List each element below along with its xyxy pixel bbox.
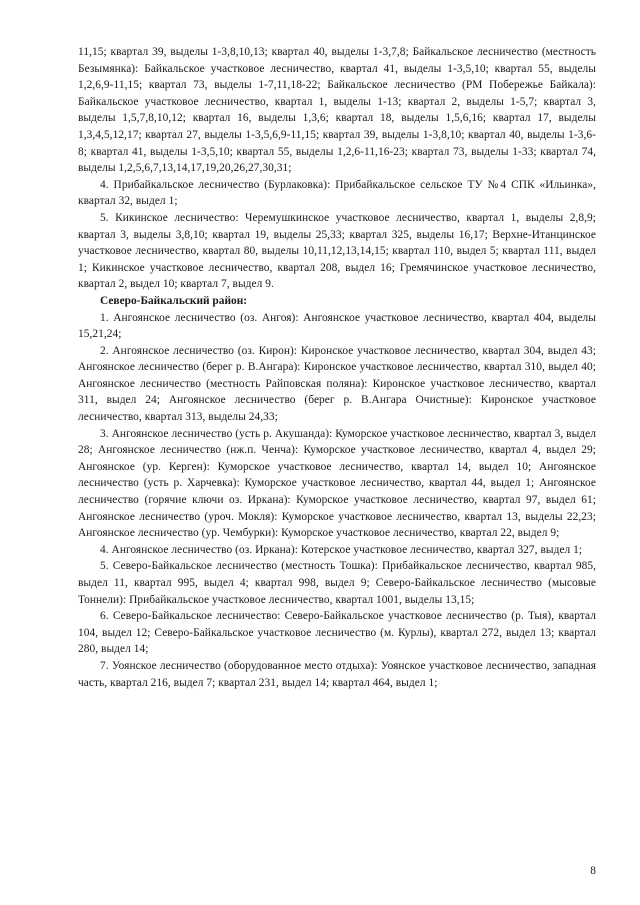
paragraph-item-5b: 5. Северо-Байкальское лесничество (местность Тошка): Прибайкальское лесничество, квартал 985, выдел 11, квартал 995, выдел 4; квартал 998, выдел 9; Северо-Байкальское лесничество (мысовые Тоннели): Прибайкальское участковое лесничество, квартал 1001, выделы 13,15; <box>78 560 596 606</box>
paragraph-item-2: 2. Ангоянское лесничество (оз. Кирон): Киронское участковое лесничество, квартал 304, выдел 43; Ангоянское лесничество (берег р. В.Ангара): Киронское участковое лесничество, квартал 310, выдел 40; Ангоянское лесничество (местность Райповская поляна): Киронское участковое лесничество, квартал 311, выдел 24; Ангоянское лесничество (берег р. В.Ангара Очистные): Киронское участковое лесничество, квартал 313, выделы 24,33; <box>78 344 596 424</box>
paragraph-item-3: 3. Ангоянское лесничество (усть р. Акушанда): Куморское участковое лесничество, квартал 3, выдел 28; Ангоянское лесничество (нж.п. Ченча): Куморское участковое лесничество, квартал 4, выдел 29; Ангоянское (ур. Керген): Куморское участковое лесничество, квартал 14, выдел 10; Ангоянское лесничество (усть р. Харчевка): Куморское участковое лесничество, квартал 44, выдел 1; Ангоянское лесничество (горячие ключи оз. Иркана): Куморское участковое лесничество, квартал 97, выдел 61; Ангоянское лесничество (уроч. Мокля): Куморское участковое лесничество, квартал 13, выделы 22,23; Ангоянское лесничество (ур. Чембурки): Куморское участковое лесничество, квартал 22, выдел 9; <box>78 427 596 540</box>
paragraph-continuation: 11,15; квартал 39, выделы 1-3,8,10,13; квартал 40, выделы 1-3,7,8; Байкальское лесничество (местность Безымянка): Байкальское участковое лесничество, квартал 41, выделы 1-3,5,10; квартал 55, выделы 1,2,6,9-11,15; квартал 73, выделы 1-7,11,18-22; Байкальское лесничество (РМ Побережье Байкала): Байкальское участковое лесничество, квартал 1, выделы 1-13; квартал 2, выделы 1-5,7; квартал 3, выделы 1,5,7,8,10,12; квартал 16, выделы 1,3,6; квартал 18, выделы 1,5,6,16; квартал 17, выделы 1,3,4,5,12,17; квартал 27, выделы 1-3,5,6,9-11,15; квартал 39, выделы 1-3,8,10; квартал 40, выделы 1-3,6-8; квартал 41, выделы 1-3,5,10; квартал 55, выделы 1,2,6-11,16-23; квартал 73, выделы 1-33; квартал 74, выделы 1,2,5,6,7,13,14,17,19,20,26,27,30,31; <box>78 46 596 175</box>
paragraph-item-4: 4. Прибайкальское лесничество (Бурлаковка): Прибайкальское сельское ТУ №4 СПК «Ильинка», квартал 32, выдел 1; <box>78 178 596 208</box>
paragraph-item-5: 5. Кикинское лесничество: Черемушкинское участковое лесничество, квартал 1, выделы 2,8,9; квартал 3, выделы 3,8,10; квартал 19, выделы 25,33; квартал 325, выделы 16,17; Верхне-Итанцинское участковое лесничество, квартал 80, выделы 10,11,12,13,14,15; квартал 110, выдел 5; квартал 111, выдел 1; Кикинское участковое лесничество, квартал 208, выдел 16; Гремячинское участковое лесничество, квартал 2, выдел 10; квартал 7, выдел 9. <box>78 211 596 291</box>
document-body <box>78 44 596 691</box>
paragraph-item-6: 6. Северо-Байкальское лесничество: Северо-Байкальское участковое лесничество (р. Тыя), квартал 104, выдел 12; Северо-Байкальское участковое лесничество (м. Курлы), квартал 272, выдел 13; квартал 280, выдел 14; <box>78 610 596 656</box>
paragraph-item-1: 1. Ангоянское лесничество (оз. Ангоя): Ангоянское участковое лесничество, квартал 404, выделы 15,21,24; <box>78 311 596 341</box>
paragraph-item-4b: 4. Ангоянское лесничество (оз. Иркана): Котерское участковое лесничество, квартал 327, выдел 1; <box>100 543 583 556</box>
section-heading: Северо-Байкальский район: <box>100 294 248 307</box>
paragraph-item-7: 7. Уоянское лесничество (оборудованное место отдыха): Уоянское участковое лесничество, западная часть, квартал 216, выдел 7; квартал 231, выдел 14; квартал 464, выдел 1; <box>78 659 596 689</box>
page-number: 8 <box>590 865 596 877</box>
